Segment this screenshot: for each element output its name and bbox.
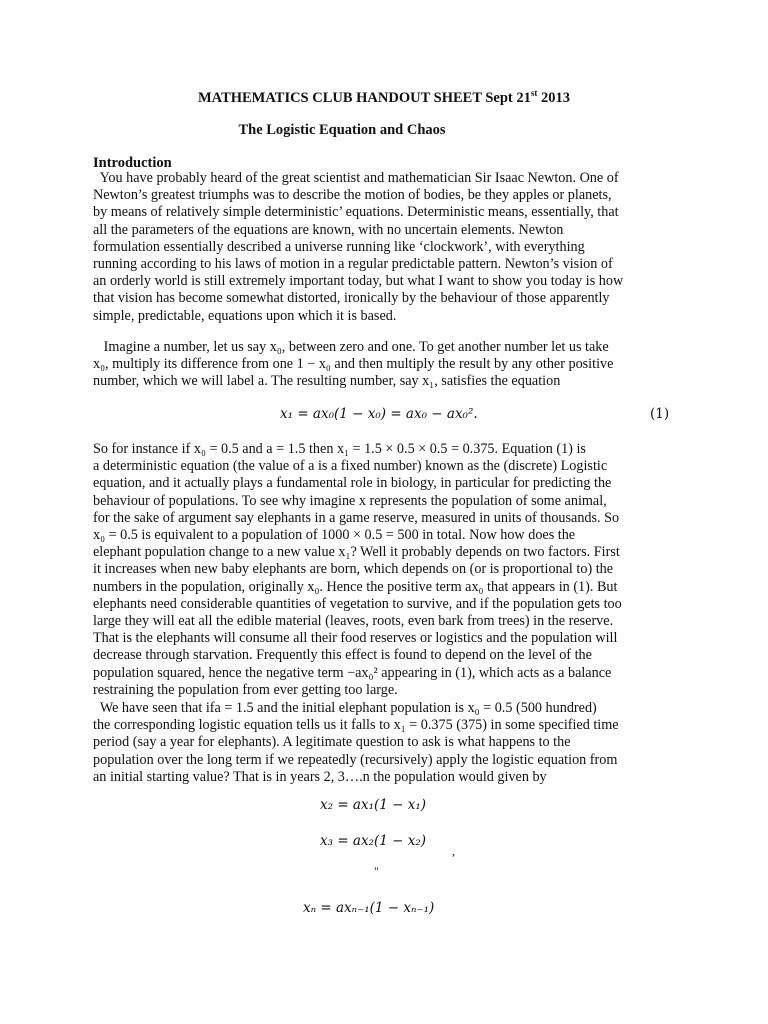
- explanation-line: restraining the population from ever getting too large.: [93, 681, 398, 698]
- intro-line: all the parameters of the equations are known, with no uncertain elements. Newton: [93, 221, 564, 238]
- definition-line: Imagine a number, let us say x₀, between zero and one. To get another number let us take: [93, 339, 609, 355]
- explanation-line: for the sake of argument say elephants in a game reserve, measured in units of thousands. So: [93, 509, 620, 526]
- explanation-line: a deterministic equation (the value of a is a fixed number) known as the (discrete) Logistic: [93, 458, 608, 475]
- explanation-line: behaviour of populations. To see why imagine x represents the population of some animal,: [93, 492, 607, 509]
- explanation-line: large they will eat all the edible material (leaves, roots, even bark from trees) in the reserve.: [93, 613, 614, 630]
- equation-continuation-marks: ": [374, 864, 379, 878]
- intro-line: that vision has become somewhat distorted, ironically by the behaviour of those apparently: [93, 290, 610, 307]
- explanation-line: So for instance if x₀ = 0.5 and a = 1.5 then x₁ = 1.5 × 0.5 × 0.5 = 0.375. Equation (1) is: [93, 441, 586, 457]
- intro-line: by means of relatively simple deterministic’ equations. Deterministic means, essentially, that: [93, 204, 619, 221]
- recursion-line: an initial starting value? That is in years 2, 3….n the population would given by: [93, 768, 547, 785]
- definition-paragraph: [93, 339, 683, 391]
- intro-line: running according to his laws of motion in a regular predictable pattern. Newton’s vision of: [93, 256, 613, 273]
- explanation-line: decrease through starvation. Frequently this effect is found to depend on the level of the: [93, 647, 592, 664]
- definition-line: number, which we will label a. The resulting number, say x₁, satisfies the equation: [93, 373, 561, 390]
- recursion-paragraph: [93, 700, 683, 786]
- recursion-line: population over the long term if we repeatedly (recursively) apply the logistic equation from: [93, 751, 618, 768]
- intro-line: simple, predictable, equations upon which it is based.: [93, 307, 397, 324]
- equation-x2: x₂ = ax₁(1 − x₁): [320, 797, 427, 813]
- intro-line: formulation essentially described a universe running like ‘clockwork’, with everything: [93, 238, 585, 255]
- explanation-line: it increases when new baby elephants are born, which depends on (or is proportional to) the: [93, 561, 614, 578]
- equation-xn: xₙ = axₙ₋₁(1 − xₙ₋₁): [303, 900, 435, 916]
- recursion-line: period (say a year for elephants). A legitimate question to ask is what happens to the: [93, 734, 571, 751]
- explanation-paragraph: [93, 441, 683, 699]
- recursion-line: We have seen that ifa = 1.5 and the initial elephant population is x₀ = 0.5 (500 hundred): [93, 700, 597, 716]
- equation-1: x₁ = ax₀(1 − x₀) = ax₀ − ax₀².: [280, 406, 478, 422]
- explanation-line: x₀ = 0.5 is equivalent to a population of 1000 × 0.5 = 500 in total. Now how does the: [93, 527, 576, 544]
- explanation-line: That is the elephants will consume all their food reserves or logistics and the population will: [93, 630, 618, 647]
- title-main: MATHEMATICS CLUB HANDOUT SHEET Sept 21: [197, 90, 531, 106]
- title-year: 2013: [537, 90, 570, 106]
- intro-line: Newton’s greatest triumphs was to describe the motion of bodies, be they apples or planets,: [93, 187, 612, 204]
- title-superscript: st: [530, 88, 538, 98]
- explanation-line: population squared, hence the negative term −ax₀² appearing in (1), which acts as a balance: [93, 664, 612, 681]
- section-heading-introduction: Introduction: [93, 155, 172, 171]
- intro-paragraph: [93, 170, 683, 325]
- explanation-line: equation, and it actually plays a fundamental role in biology, in particular for predicting the: [93, 475, 612, 492]
- explanation-line: numbers in the population, originally x₀. Hence the positive term ax₀ that appears in (1). But: [93, 578, 618, 595]
- page-title: [0, 88, 768, 107]
- intro-line: You have probably heard of the great scientist and mathematician Sir Isaac Newton. One of: [93, 170, 619, 186]
- equation-comma: ,: [452, 844, 455, 858]
- explanation-line: elephant population change to a new value x₁? Well it probably depends on two factors. First: [93, 544, 620, 561]
- explanation-line: elephants need considerable quantities of vegetation to survive, and if the population gets too: [93, 595, 622, 612]
- equation-x3: x₃ = ax₂(1 − x₂): [320, 833, 427, 849]
- page-subtitle: The Logistic Equation and Chaos: [238, 122, 446, 138]
- definition-line: x₀, multiply its difference from one 1 − x₀ and then multiply the result by any other positive: [93, 356, 614, 373]
- recursion-line: the corresponding logistic equation tells us it falls to x₁ = 0.375 (375) in some specified time: [93, 717, 619, 734]
- equation-1-number: (1): [650, 406, 670, 422]
- intro-line: an orderly world is still extremely important today, but what I want to show you today is how: [93, 273, 624, 290]
